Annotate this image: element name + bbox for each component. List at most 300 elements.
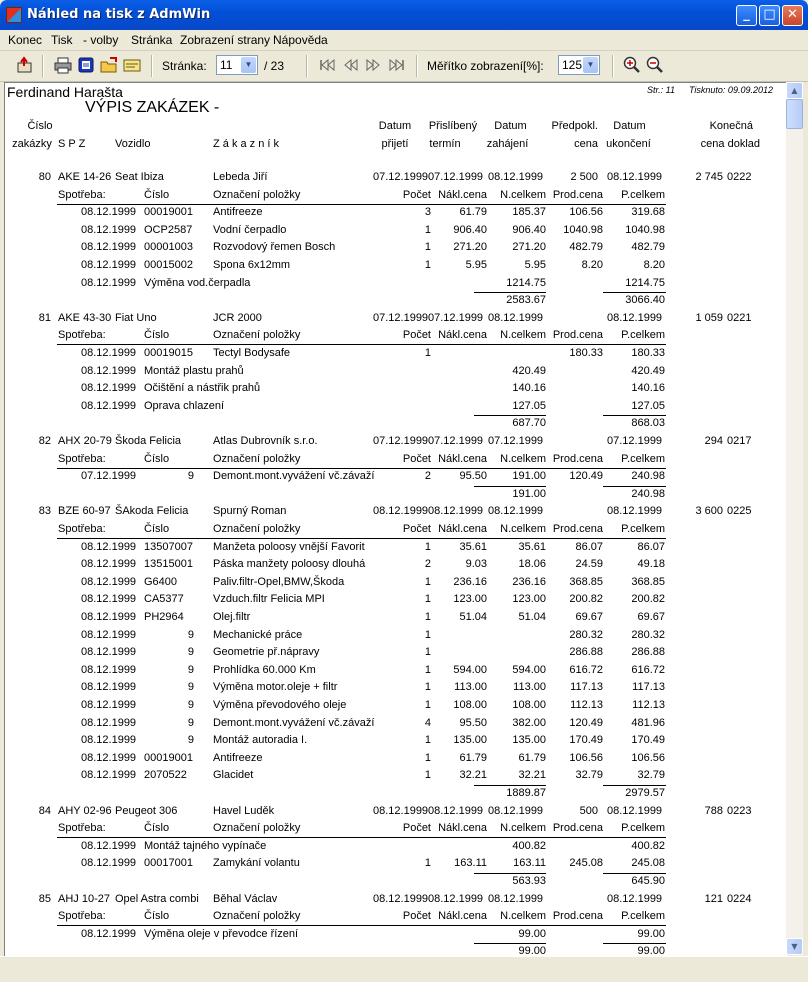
item-code: 9 xyxy=(187,734,194,747)
menu-bar xyxy=(0,30,808,51)
item-header-n-celkem: N.celkem xyxy=(500,822,546,835)
toolbar-separator xyxy=(306,55,308,77)
toolbar xyxy=(0,51,808,82)
status-bar xyxy=(0,956,808,982)
item-header-prod-cena: Prod.cena xyxy=(552,452,603,465)
item-sale-total: 400.82 xyxy=(631,839,665,852)
vertical-scrollbar[interactable] xyxy=(786,82,803,955)
order-date-received: 08.12.1999 xyxy=(373,505,429,518)
item-description: Demont.mont.vyvážení vč.závaží xyxy=(213,716,375,729)
item-sale-price: 112.13 xyxy=(570,699,603,711)
menu-volby[interactable]: - volby xyxy=(83,33,119,47)
item-sale-total: 127.05 xyxy=(631,399,665,412)
item-description: Výměna oleje v převodce řízení xyxy=(144,927,299,940)
item-description: Výměna motor.oleje + filtr xyxy=(213,681,338,694)
item-header-cislo: Číslo xyxy=(144,188,170,201)
item-header-pocet: Počet xyxy=(402,910,431,923)
item-quantity: 1 xyxy=(424,681,431,694)
item-header-rule xyxy=(57,204,666,205)
item-header-rule xyxy=(57,344,666,345)
item-description: Oprava chlazení xyxy=(144,399,225,412)
order-date-finished: 07.12.1999 xyxy=(607,435,663,447)
order-spz: AHJ 10-27 xyxy=(58,892,110,905)
item-code: OCP2587 xyxy=(144,223,193,236)
item-description: Výměna převodového oleje xyxy=(213,699,347,711)
item-sale-total: 170.49 xyxy=(631,734,665,747)
item-sale-price: 180.33 xyxy=(569,347,603,359)
export-file-icon[interactable] xyxy=(100,56,118,74)
order-number: 85 xyxy=(38,892,51,905)
previous-page-icon[interactable] xyxy=(342,56,360,74)
item-sale-total: 245.08 xyxy=(631,857,665,870)
scroll-down-icon[interactable]: ▼ xyxy=(786,938,803,955)
item-cost-price: 108.00 xyxy=(453,699,487,711)
item-cost-price: 123.00 xyxy=(453,593,487,606)
item-sale-price: 106.56 xyxy=(569,751,603,764)
item-header-oznaceni: Označení položky xyxy=(213,910,301,923)
order-final-price: 121 xyxy=(704,892,723,905)
item-header-spotreba: Spotřeba: xyxy=(58,188,106,201)
item-cost-total: 140.16 xyxy=(512,382,546,395)
print-setup-icon[interactable] xyxy=(77,56,95,74)
order-number: 83 xyxy=(38,505,51,518)
last-page-icon[interactable] xyxy=(388,56,406,74)
item-quantity: 4 xyxy=(424,716,431,729)
zoom-out-icon[interactable] xyxy=(646,56,664,74)
item-sale-total: 32.79 xyxy=(637,769,665,782)
item-cost-total: 61.79 xyxy=(518,751,546,764)
order-date-promised: 07.12.1999 xyxy=(428,311,484,324)
order-vehicle: Opel Astra combi xyxy=(115,892,199,905)
item-header-nakl-cena: Nákl.cena xyxy=(438,452,487,465)
item-sale-total: 99.00 xyxy=(637,927,665,940)
item-date: 08.12.1999 xyxy=(81,646,137,659)
item-header-spotreba: Spotřeba: xyxy=(58,523,106,535)
item-sale-total: 286.88 xyxy=(631,646,665,659)
item-quantity: 1 xyxy=(424,611,431,623)
page-label: Stránka: xyxy=(162,59,207,73)
order-spz: AKE 14-26 xyxy=(58,171,112,183)
item-cost-total: 271.20 xyxy=(512,241,546,254)
title-bar xyxy=(0,0,808,30)
scroll-up-icon[interactable]: ▲ xyxy=(786,82,803,99)
item-cost-total: 108.00 xyxy=(512,699,546,711)
order-date-finished: 08.12.1999 xyxy=(607,892,663,905)
col-header-datum2: Datum xyxy=(494,120,527,132)
item-code: 00015002 xyxy=(144,259,193,271)
item-date: 08.12.1999 xyxy=(81,241,137,254)
item-sale-price: 8.20 xyxy=(581,259,603,271)
item-quantity: 1 xyxy=(424,769,431,782)
order-date-promised: 08.12.1999 xyxy=(428,804,484,817)
item-description: Montáž tajného vypínače xyxy=(144,839,267,852)
col-header-vozidlo: Vozidlo xyxy=(115,138,151,150)
total-rule xyxy=(603,873,666,874)
item-sale-price: 616.72 xyxy=(569,663,603,676)
item-header-prod-cena: Prod.cena xyxy=(552,329,603,342)
item-quantity: 1 xyxy=(424,699,431,711)
item-sale-total: 112.13 xyxy=(632,699,665,711)
col-header-datum3: Datum xyxy=(613,120,646,132)
item-quantity: 1 xyxy=(424,857,431,870)
order-spz: BZE 60-97 xyxy=(58,505,111,518)
item-date: 08.12.1999 xyxy=(81,206,137,219)
menu-zobrazeni-strany[interactable]: Zobrazení strany xyxy=(180,33,271,47)
item-cost-total: 594.00 xyxy=(512,663,546,676)
item-code: 00019001 xyxy=(144,751,193,764)
maximize-button[interactable]: □ xyxy=(759,5,780,26)
item-date: 08.12.1999 xyxy=(81,259,137,271)
page-select[interactable] xyxy=(216,55,258,75)
col-header-cena: cena xyxy=(574,138,598,150)
total-rule xyxy=(603,415,666,416)
item-description: Demont.mont.vyvážení vč.závaží xyxy=(213,470,375,483)
item-sale-price: 69.67 xyxy=(575,611,603,623)
col-header-termin: termín xyxy=(429,138,461,150)
order-estimated-price: 500 xyxy=(579,804,598,817)
item-sale-price: 368.85 xyxy=(569,575,603,588)
item-cost-total: 127.05 xyxy=(512,399,546,412)
item-date: 08.12.1999 xyxy=(81,839,137,852)
total-rule xyxy=(603,292,666,293)
item-date: 08.12.1999 xyxy=(81,347,137,359)
item-description: Montáž autoradia I. xyxy=(213,734,308,747)
item-code: 9 xyxy=(187,663,194,676)
order-date-finished: 08.12.1999 xyxy=(607,171,663,183)
order-spz: AKE 43-30 xyxy=(58,311,112,324)
item-quantity: 2 xyxy=(424,558,431,571)
item-header-cislo: Číslo xyxy=(144,452,170,465)
exit-icon[interactable] xyxy=(16,56,34,74)
order-customer: Lebeda Jiří xyxy=(213,171,268,183)
order-vehicle: Fiat Uno xyxy=(115,311,157,324)
item-cost-price: 95.50 xyxy=(459,716,487,729)
item-cost-price: 163.11 xyxy=(454,857,487,870)
item-description: Manžeta poloosy vnější Favorit xyxy=(213,540,365,553)
item-quantity: 3 xyxy=(424,206,431,219)
item-header-prod-cena: Prod.cena xyxy=(552,822,603,835)
item-header-rule xyxy=(57,538,666,539)
item-sale-total: 482.79 xyxy=(631,241,665,254)
toolbar-separator xyxy=(42,55,44,77)
order-date-started: 07.12.1999 xyxy=(488,435,544,447)
item-header-p-celkem: P.celkem xyxy=(621,452,665,465)
item-code: 9 xyxy=(187,699,194,711)
item-header-cislo: Číslo xyxy=(144,822,170,835)
printer-icon[interactable] xyxy=(54,56,72,74)
item-date: 08.12.1999 xyxy=(81,558,137,571)
item-cost-price: 9.03 xyxy=(465,558,487,571)
item-quantity: 1 xyxy=(424,628,431,641)
item-description: Antifreeze xyxy=(213,751,263,764)
item-code: 00019015 xyxy=(144,347,193,359)
item-header-p-celkem: P.celkem xyxy=(621,910,665,923)
total-rule xyxy=(474,486,546,487)
item-description: Zamykání volantu xyxy=(213,857,300,870)
item-date: 07.12.1999 xyxy=(81,470,137,483)
item-description: Spona 6x12mm xyxy=(213,259,291,271)
total-rule xyxy=(603,486,666,487)
item-date: 08.12.1999 xyxy=(81,769,137,782)
order-document: 0223 xyxy=(727,804,752,817)
report-page xyxy=(4,82,787,956)
item-header-cislo: Číslo xyxy=(144,910,170,923)
item-cost-total: 400.82 xyxy=(512,839,546,852)
item-description: Vzduch.filtr Felicia MPI xyxy=(213,593,325,606)
item-sale-total: 140.16 xyxy=(631,382,665,395)
item-cost-price: 35.61 xyxy=(459,540,487,553)
order-estimated-price: 2 500 xyxy=(570,171,598,183)
item-cost-price: 5.95 xyxy=(465,259,487,271)
col-header-spz: S P Z xyxy=(58,138,86,150)
item-sale-price: 482.79 xyxy=(569,241,603,254)
order-final-price: 294 xyxy=(704,435,723,447)
col-header-predpokl: Předpokl. xyxy=(551,120,598,132)
item-header-nakl-cena: Nákl.cena xyxy=(438,822,487,835)
item-description: Tectyl Bodysafe xyxy=(213,347,291,359)
menu-konec[interactable]: Konec xyxy=(8,33,43,47)
item-cost-total: 5.95 xyxy=(524,259,546,271)
order-customer: JCR 2000 xyxy=(213,311,262,324)
order-date-started: 08.12.1999 xyxy=(488,505,544,518)
order-date-finished: 08.12.1999 xyxy=(607,804,663,817)
item-code: 13507007 xyxy=(144,540,193,553)
item-code: G6400 xyxy=(144,575,178,588)
item-date: 08.12.1999 xyxy=(81,628,137,641)
menu-stranka[interactable]: Stránka xyxy=(131,33,173,47)
item-description: Očištění a nástřik prahů xyxy=(144,382,261,395)
item-header-n-celkem: N.celkem xyxy=(500,329,546,342)
item-sale-price: 24.59 xyxy=(575,558,603,571)
order-cost-total: 563.93 xyxy=(512,875,546,887)
item-code: 9 xyxy=(187,646,194,659)
item-sale-price: 286.88 xyxy=(569,646,603,659)
toolbar-separator xyxy=(151,55,153,77)
item-header-nakl-cena: Nákl.cena xyxy=(438,910,487,923)
item-date: 08.12.1999 xyxy=(81,716,137,729)
page-total: / 23 xyxy=(264,59,285,73)
col-header-zakazky: zakázky xyxy=(12,138,52,150)
item-cost-total: 135.00 xyxy=(512,734,546,747)
item-quantity: 1 xyxy=(424,540,431,553)
order-cost-total: 99.00 xyxy=(518,945,546,956)
item-date: 08.12.1999 xyxy=(81,734,137,747)
item-cost-total: 382.00 xyxy=(512,716,546,729)
item-code: 13515001 xyxy=(144,558,193,571)
zoom-label: Měřítko zobrazení[%]: xyxy=(427,59,544,73)
order-sale-total: 2979.57 xyxy=(625,787,665,799)
item-description: Vodní čerpadlo xyxy=(213,223,287,236)
order-document: 0217 xyxy=(727,435,752,447)
item-quantity: 1 xyxy=(424,347,431,359)
order-spz: AHX 20-79 xyxy=(58,435,112,447)
col-header-prislibeny: Přislíbený xyxy=(428,120,478,132)
item-description: Páska manžety poloosy dlouhá xyxy=(213,558,366,571)
app-icon xyxy=(6,7,22,23)
item-cost-price: 61.79 xyxy=(459,206,487,219)
item-description: Rozvodový řemen Bosch xyxy=(213,241,336,254)
item-date: 08.12.1999 xyxy=(81,276,137,289)
item-date: 08.12.1999 xyxy=(81,611,137,623)
item-quantity: 1 xyxy=(424,575,431,588)
item-code: 00017001 xyxy=(144,857,193,870)
mail-icon[interactable] xyxy=(123,56,141,74)
item-cost-price: 32.21 xyxy=(459,769,487,782)
item-header-pocet: Počet xyxy=(402,452,431,465)
menu-napoveda[interactable]: Nápověda xyxy=(273,33,328,47)
report-title: VÝPIS ZAKÁZEK - xyxy=(85,99,220,116)
item-cost-price: 135.00 xyxy=(453,734,487,747)
item-header-pocet: Počet xyxy=(402,188,431,201)
col-header-ukonceni: ukončení xyxy=(606,138,651,150)
order-cost-total: 1889.87 xyxy=(506,787,546,799)
toolbar-separator xyxy=(416,55,418,77)
order-sale-total: 240.98 xyxy=(631,487,665,500)
item-quantity: 2 xyxy=(424,470,431,483)
item-header-n-celkem: N.celkem xyxy=(500,523,546,535)
item-sale-total: 117.13 xyxy=(632,681,665,694)
order-date-started: 08.12.1999 xyxy=(488,171,544,183)
item-cost-total: 191.00 xyxy=(512,470,546,483)
order-cost-total: 687.70 xyxy=(512,417,546,430)
order-final-price: 1 059 xyxy=(695,311,723,324)
item-header-n-celkem: N.celkem xyxy=(500,188,546,201)
next-page-icon[interactable] xyxy=(364,56,382,74)
total-rule xyxy=(474,292,546,293)
item-sale-total: 280.32 xyxy=(631,628,665,641)
col-header-datum1: Datum xyxy=(378,120,412,132)
order-number: 81 xyxy=(38,311,51,324)
item-sale-price: 86.07 xyxy=(575,540,603,553)
item-header-oznaceni: Označení položky xyxy=(213,188,301,201)
first-page-icon[interactable] xyxy=(318,56,336,74)
page-number: Str.: 11 xyxy=(647,85,676,95)
total-rule xyxy=(603,943,666,944)
item-sale-price: 200.82 xyxy=(569,593,603,606)
item-sale-total: 180.33 xyxy=(631,347,665,359)
item-date: 08.12.1999 xyxy=(81,575,137,588)
item-sale-total: 86.07 xyxy=(637,540,665,553)
window-title: Náhled na tisk z AdmWin xyxy=(27,7,211,22)
order-document: 0222 xyxy=(727,171,752,183)
order-document: 0224 xyxy=(727,892,752,905)
item-code: 9 xyxy=(187,716,194,729)
item-header-pocet: Počet xyxy=(402,523,431,535)
chevron-down-icon[interactable]: ▼ xyxy=(583,57,598,73)
order-cost-total: 2583.67 xyxy=(506,294,546,307)
zoom-select[interactable] xyxy=(558,55,600,75)
item-sale-total: 481.96 xyxy=(631,716,665,729)
item-quantity: 1 xyxy=(424,646,431,659)
item-header-prod-cena: Prod.cena xyxy=(552,523,603,535)
order-document: 0225 xyxy=(727,505,752,518)
close-button[interactable]: ✕ xyxy=(782,5,803,26)
item-cost-total: 236.16 xyxy=(512,575,546,588)
item-header-spotreba: Spotřeba: xyxy=(58,329,106,342)
total-rule xyxy=(603,785,666,786)
item-date: 08.12.1999 xyxy=(81,223,137,236)
item-sale-total: 8.20 xyxy=(643,259,665,271)
item-header-p-celkem: P.celkem xyxy=(621,329,665,342)
order-date-promised: 07.12.1999 xyxy=(428,171,484,183)
item-cost-price: 113.00 xyxy=(454,681,487,694)
item-cost-total: 123.00 xyxy=(512,593,546,606)
scroll-thumb[interactable] xyxy=(786,99,803,129)
item-header-p-celkem: P.celkem xyxy=(621,188,665,201)
item-sale-total: 420.49 xyxy=(631,364,665,377)
item-cost-price: 271.20 xyxy=(453,241,487,254)
item-sale-total: 200.82 xyxy=(631,593,665,606)
item-cost-total: 1214.75 xyxy=(506,276,546,289)
order-final-price: 788 xyxy=(704,804,723,817)
item-sale-total: 1040.98 xyxy=(625,223,665,236)
item-date: 08.12.1999 xyxy=(81,681,137,694)
item-date: 08.12.1999 xyxy=(81,857,137,870)
item-cost-total: 99.00 xyxy=(518,927,546,940)
item-date: 08.12.1999 xyxy=(81,927,137,940)
col-header-cena-doklad: cena doklad xyxy=(700,138,760,150)
item-header-pocet: Počet xyxy=(402,822,431,835)
item-sale-total: 106.56 xyxy=(631,751,665,764)
order-sale-total: 868.03 xyxy=(631,417,665,430)
item-code: PH2964 xyxy=(144,611,184,623)
item-sale-price: 32.79 xyxy=(575,769,603,782)
item-code: CA5377 xyxy=(144,593,184,606)
print-date: Tisknuto: 09.09.2012 xyxy=(689,85,773,95)
item-cost-total: 35.61 xyxy=(518,540,546,553)
item-header-pocet: Počet xyxy=(402,329,431,342)
item-sale-price: 245.08 xyxy=(569,857,603,870)
order-customer: Běhal Václav xyxy=(213,892,278,905)
order-date-finished: 08.12.1999 xyxy=(607,311,663,324)
order-date-started: 08.12.1999 xyxy=(488,892,544,905)
order-sale-total: 645.90 xyxy=(631,875,665,887)
item-cost-total: 420.49 xyxy=(512,364,546,377)
item-header-oznaceni: Označení položky xyxy=(213,452,301,465)
item-description: Antifreeze xyxy=(213,206,263,219)
order-date-received: 08.12.1999 xyxy=(373,892,429,905)
item-date: 08.12.1999 xyxy=(81,751,137,764)
item-header-rule xyxy=(57,468,666,469)
item-quantity: 1 xyxy=(424,751,431,764)
item-sale-price: 170.49 xyxy=(569,734,603,747)
company-name: Ferdinand Harašta xyxy=(7,84,123,100)
order-date-promised: 07.12.1999 xyxy=(428,435,484,447)
page-select-value: 11 xyxy=(220,58,233,72)
item-description: Paliv.filtr-Opel,BMW,Škoda xyxy=(213,575,345,588)
order-number: 84 xyxy=(38,804,51,817)
menu-tisk[interactable]: Tisk xyxy=(51,33,73,47)
item-sale-total: 49.18 xyxy=(637,558,665,571)
order-date-received: 07.12.1999 xyxy=(373,311,429,324)
zoom-in-icon[interactable] xyxy=(623,56,641,74)
item-header-nakl-cena: Nákl.cena xyxy=(438,329,487,342)
order-vehicle: Peugeot 306 xyxy=(115,804,178,817)
item-cost-total: 113.00 xyxy=(513,681,546,694)
item-description: Glacidet xyxy=(213,769,254,782)
chevron-down-icon[interactable]: ▼ xyxy=(241,57,256,73)
item-sale-total: 368.85 xyxy=(631,575,665,588)
item-quantity: 1 xyxy=(424,223,431,236)
item-header-oznaceni: Označení položky xyxy=(213,523,301,535)
minimize-button[interactable]: _ xyxy=(736,5,757,26)
order-date-promised: 08.12.1999 xyxy=(428,505,484,518)
total-rule xyxy=(474,415,546,416)
item-header-spotreba: Spotřeba: xyxy=(58,822,106,835)
item-description: Montáž plastu prahů xyxy=(144,364,244,377)
item-cost-total: 906.40 xyxy=(512,223,546,236)
item-sale-price: 106.56 xyxy=(569,206,603,219)
